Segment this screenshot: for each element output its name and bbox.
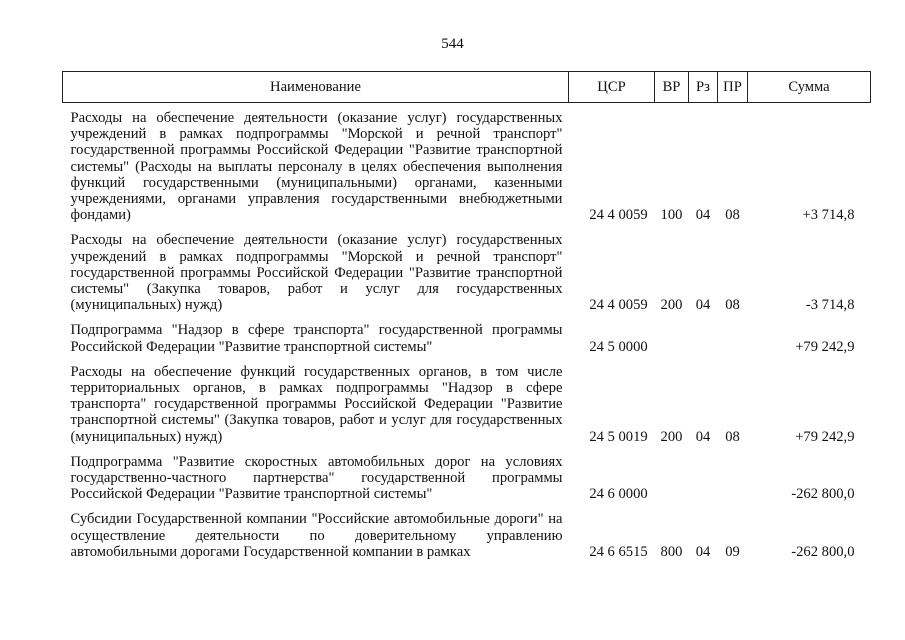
- row-pr: [718, 313, 748, 354]
- row-vr: [655, 313, 689, 354]
- page-number: 544: [441, 36, 464, 52]
- row-pr: [718, 445, 748, 503]
- row-sum: -262 800,0: [791, 543, 855, 560]
- table-row: [63, 103, 871, 224]
- appropriations-table: [62, 71, 871, 560]
- row-rz: [689, 445, 718, 503]
- row-pr: 08: [725, 428, 740, 445]
- row-pr: 09: [725, 543, 740, 560]
- row-rz: 04: [695, 428, 711, 445]
- row-vr: 800: [660, 543, 683, 560]
- row-sum: +79 242,9: [795, 428, 855, 445]
- row-name: Субсидии Государственной компании "Российские автомобильные дороги" на осуществление деятельности по доверительному управлению автомобильными дорогами Государственной компании в рамках: [70, 511, 563, 560]
- row-vr: [655, 445, 689, 503]
- row-vr: 200: [660, 428, 683, 445]
- table-row: [63, 502, 871, 560]
- row-name: Расходы на обеспечение деятельности (оказание услуг) государственных учреждений в рамках подпрограммы "Морской и речной транспорт" государственной программы Российской Федерации "Развитие транспортной системы" (Закупка товаров, работ и услуг для государственных (муниципальных) нужд): [70, 232, 563, 314]
- row-sum: -3 714,8: [805, 297, 855, 314]
- header-name: Наименование: [63, 72, 569, 103]
- row-rz: 04: [695, 297, 711, 314]
- row-csr: 24 6 6515: [589, 543, 648, 560]
- header-csr: ЦСР: [569, 72, 655, 103]
- row-rz: 04: [695, 543, 711, 560]
- header-pr: ПР: [718, 72, 748, 103]
- table-row: [63, 445, 871, 503]
- row-csr: 24 4 0059: [589, 297, 648, 314]
- row-rz: 04: [695, 207, 711, 224]
- row-name: Расходы на обеспечение функций государственных органов, в том числе территориальных органов, в рамках подпрограммы "Надзор в сфере транспорта" государственной программы Российской Федерации "Развитие транспортной системы" (Закупка товаров, работ и услуг для государственных (муниципальных) нужд): [70, 363, 563, 445]
- row-name: Подпрограмма "Развитие скоростных автомобильных дорог на условиях государственно-частного партнерства" государственной программы Российской Федерации "Развитие транспортной системы": [70, 453, 563, 503]
- row-csr: 24 6 0000: [589, 486, 648, 503]
- row-pr: 08: [725, 207, 740, 224]
- row-sum: +79 242,9: [795, 338, 855, 355]
- table-row: [63, 355, 871, 445]
- table-row: [63, 313, 871, 354]
- row-name: Подпрограмма "Надзор в сфере транспорта" государственной программы Российской Федерации "Развитие транспортной системы": [70, 322, 563, 355]
- table-row: [63, 223, 871, 313]
- header-rz: Рз: [689, 72, 718, 103]
- row-pr: 08: [725, 297, 740, 314]
- row-name: Расходы на обеспечение деятельности (оказание услуг) государственных учреждений в рамках подпрограммы "Морской и речной транспорт" государственной программы Российской Федерации "Развитие транспортной системы" (Расходы на выплаты персоналу в целях обеспечения выполнения функций государственными (муниципальными) органами, казенными учреждениями, органами управления государственными внебюджетными фондами): [70, 110, 563, 224]
- row-csr: 24 5 0019: [589, 428, 648, 445]
- header-sum: Сумма: [748, 72, 871, 103]
- row-rz: [689, 313, 718, 354]
- header-vr: ВР: [655, 72, 689, 103]
- row-csr: 24 4 0059: [589, 207, 648, 224]
- row-csr: 24 5 0000: [589, 338, 648, 355]
- row-vr: 100: [660, 207, 683, 224]
- row-sum: +3 714,8: [802, 207, 855, 224]
- row-vr: 200: [660, 297, 683, 314]
- table-header-row: [63, 72, 871, 103]
- row-sum: -262 800,0: [791, 486, 855, 503]
